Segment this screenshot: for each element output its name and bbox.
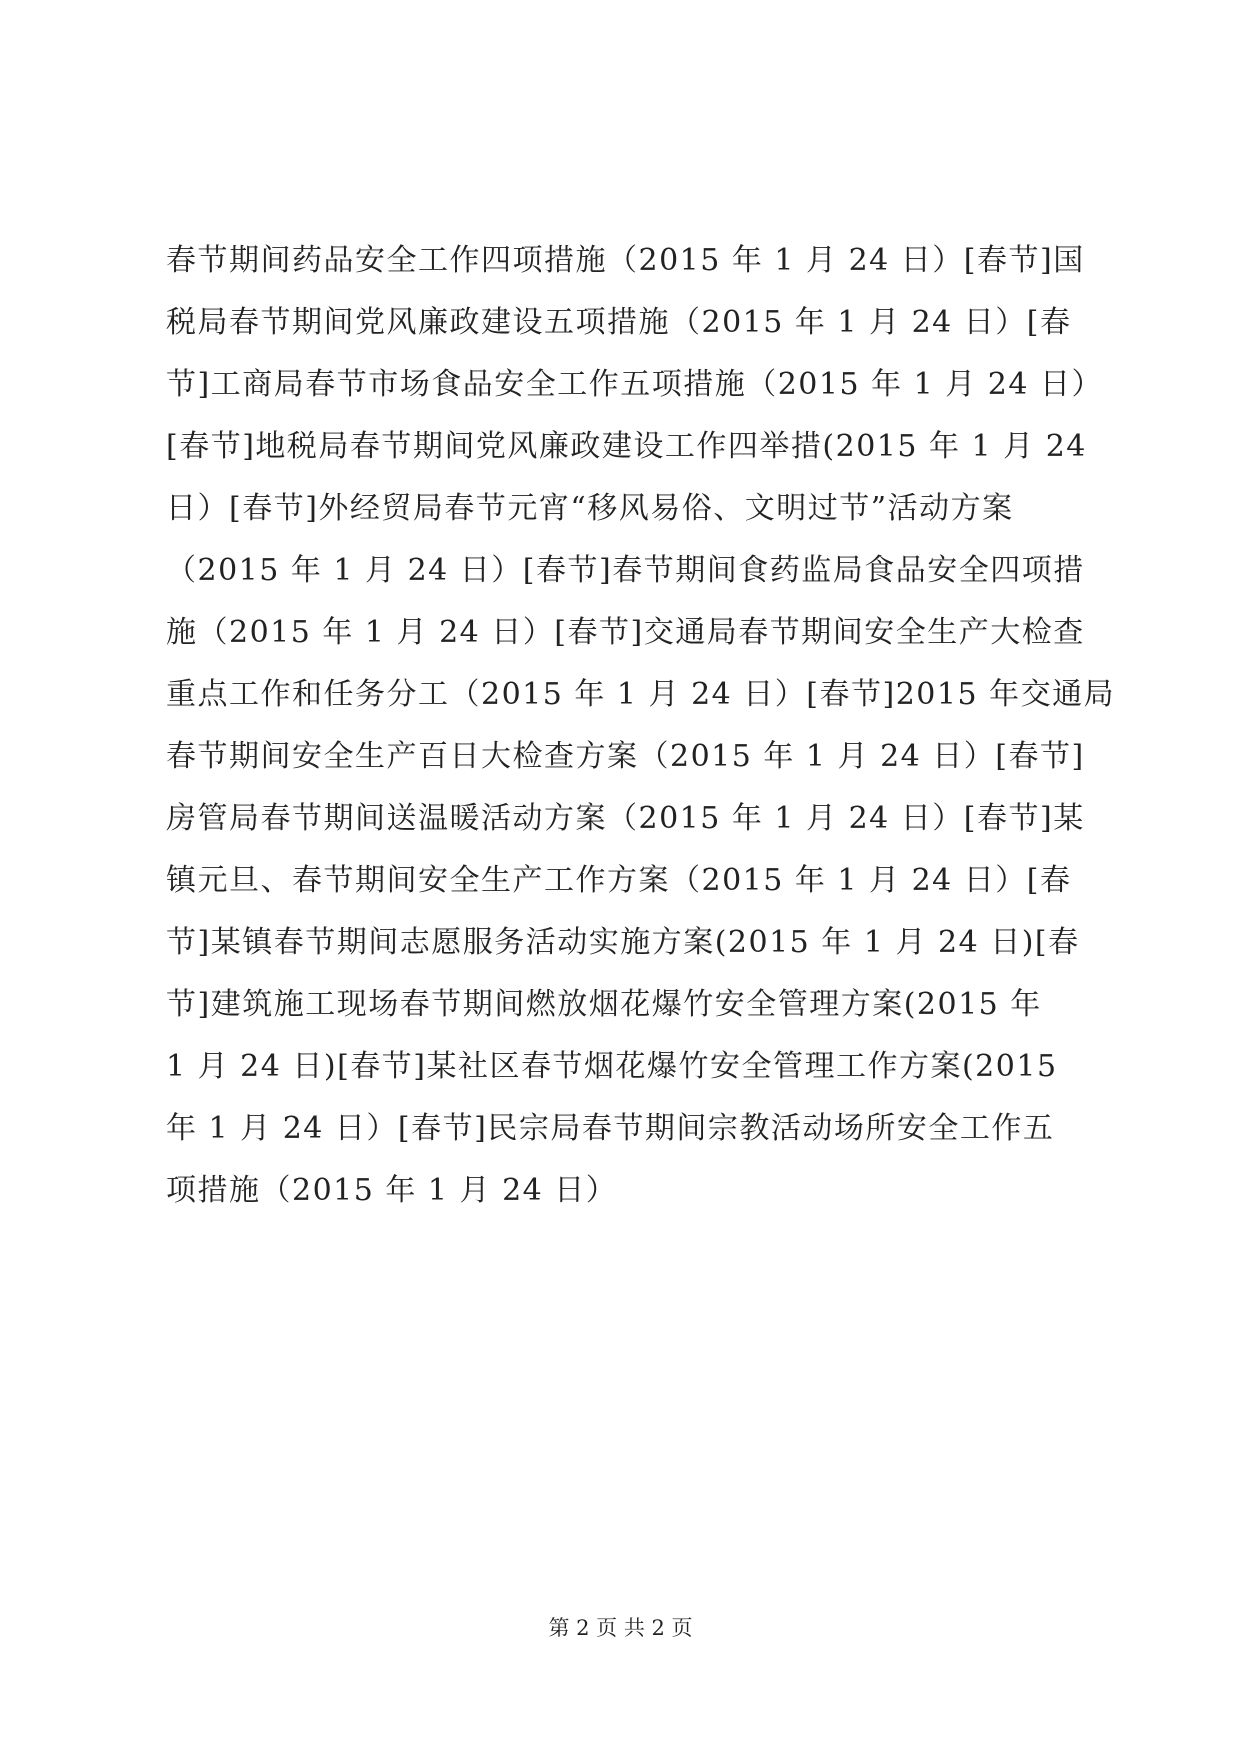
body-line-3: 节]工商局春节市场食品安全工作五项措施（2015 年 1 月 24 日） bbox=[166, 367, 1103, 402]
body-line-16: 项措施（2015 年 1 月 24 日） bbox=[166, 1173, 618, 1208]
body-line-1: 春节期间药品安全工作四项措施（2015 年 1 月 24 日）[春节]国 bbox=[166, 243, 1085, 278]
body-line-6: （2015 年 1 月 24 日）[春节]春节期间食药监局食品安全四项措 bbox=[166, 553, 1085, 588]
body-line-13: 节]建筑施工现场春节期间燃放烟花爆竹安全管理方案(2015 年 bbox=[166, 987, 1042, 1022]
body-line-14: 1 月 24 日)[春节]某社区春节烟花爆竹安全管理工作方案(2015 bbox=[166, 1049, 1058, 1084]
document-body bbox=[166, 230, 1116, 1222]
body-line-8: 重点工作和任务分工（2015 年 1 月 24 日）[春节]2015 年交通局 bbox=[166, 677, 1116, 712]
body-line-10: 房管局春节期间送温暖活动方案（2015 年 1 月 24 日）[春节]某 bbox=[166, 801, 1085, 836]
body-line-12: 节]某镇春节期间志愿服务活动实施方案(2015 年 1 月 24 日)[春 bbox=[166, 925, 1080, 960]
body-line-7: 施（2015 年 1 月 24 日）[春节]交通局春节期间安全生产大检查 bbox=[166, 615, 1085, 650]
body-line-15: 年 1 月 24 日）[春节]民宗局春节期间宗教活动场所安全工作五 bbox=[166, 1111, 1055, 1146]
body-line-11: 镇元旦、春节期间安全生产工作方案（2015 年 1 月 24 日）[春 bbox=[166, 863, 1072, 898]
body-line-4: [春节]地税局春节期间党风廉政建设工作四举措(2015 年 1 月 24 bbox=[166, 429, 1087, 464]
body-line-2: 税局春节期间党风廉政建设五项措施（2015 年 1 月 24 日）[春 bbox=[166, 305, 1072, 340]
page-number-footer: 第 2 页 共 2 页 bbox=[548, 1616, 693, 1640]
body-line-5: 日）[春节]外经贸局春节元宵“移风易俗、文明过节”活动方案 bbox=[166, 491, 1014, 526]
body-line-9: 春节期间安全生产百日大检查方案（2015 年 1 月 24 日）[春节] bbox=[166, 739, 1085, 774]
